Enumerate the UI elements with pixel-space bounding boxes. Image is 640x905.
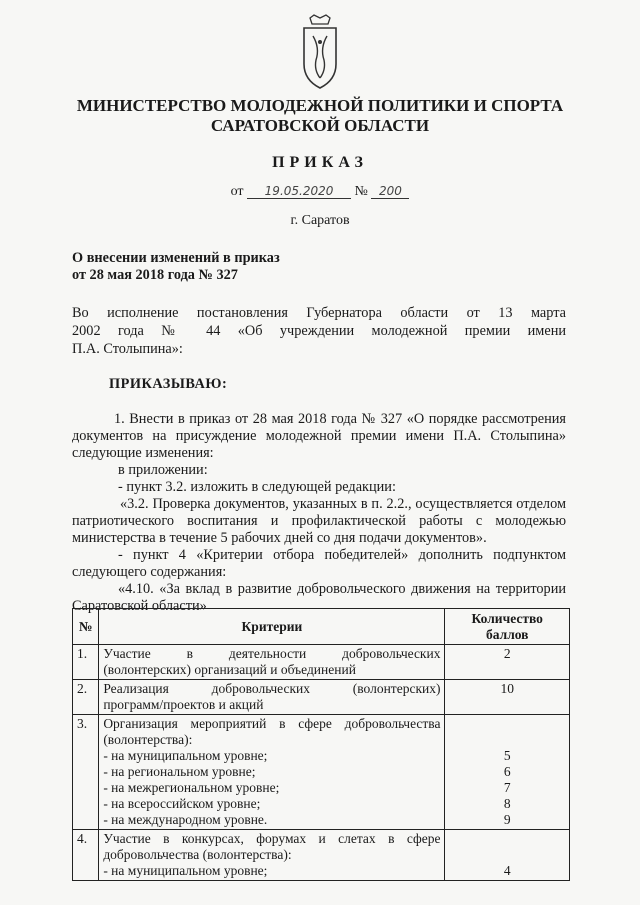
header-score-line-1: Количество [471, 610, 543, 626]
criteria-line: программ/проектов и акций [103, 697, 264, 712]
score-value: 4 [503, 863, 511, 878]
criteria-line: - на региональном уровне; [103, 764, 256, 779]
intro-line-2: 2002 года № 44 «Об учреждении молодежной премии имени [72, 323, 566, 339]
criteria-line: Участие в конкурсах, форумах и слетах в сфере [103, 831, 441, 846]
ministry-name-line-2: САРАТОВСКОЙ ОБЛАСТИ [210, 116, 430, 135]
row-criteria [99, 680, 445, 715]
number-prefix: № [354, 184, 368, 199]
body-line: патриотического воспитания и профилактической работы с молодежью [72, 513, 566, 529]
score-blank [449, 847, 565, 863]
score-value: 7 [503, 780, 511, 795]
body-line: следующие изменения: [72, 445, 214, 461]
body-line: в приложении: [118, 462, 208, 478]
header-score-line-2: баллов [486, 626, 529, 642]
intro-line-3: П.А. Столыпина»: [72, 341, 183, 357]
body-line: - пункт 3.2. изложить в следующей редакции: [118, 479, 396, 495]
score-blank [449, 716, 565, 732]
score-value: 8 [503, 796, 511, 811]
row-criteria [99, 830, 445, 881]
row-criteria [99, 715, 445, 830]
coat-of-arms-emblem [300, 14, 340, 90]
order-date-line [0, 184, 640, 200]
score-value: 10 [500, 681, 514, 696]
header-number: № [73, 609, 99, 645]
row-number: 2. [73, 680, 99, 715]
table-row [73, 830, 570, 881]
criteria-line: - на межрегиональном уровне; [103, 780, 280, 795]
order-title: ПРИКАЗ [272, 154, 368, 171]
subject-line-2: от 28 мая 2018 года № 327 [72, 267, 238, 283]
body-line: следующего содержания: [72, 564, 227, 580]
handwritten-date: 19.05.2020 [247, 184, 351, 199]
row-number: 1. [73, 645, 99, 680]
criteria-line: Организация мероприятий в сфере добровольчества [103, 716, 441, 731]
criteria-line: - на всероссийском уровне; [103, 796, 261, 811]
table-row [73, 645, 570, 680]
table-row [73, 715, 570, 830]
body-line: документов на присуждение молодежной премии имени П.А. Столыпина» [72, 428, 566, 444]
criteria-line: Участие в деятельности добровольческих [103, 646, 441, 661]
intro-line-1: Во исполнение постановления Губернатора области от 13 марта [72, 305, 566, 321]
header-score [445, 609, 570, 645]
criteria-table [72, 608, 570, 881]
row-score [445, 715, 570, 830]
table-row [73, 680, 570, 715]
score-blank [449, 732, 565, 748]
body-line: Саратовской области» [72, 598, 207, 614]
score-value: 9 [503, 812, 511, 827]
body-line: - пункт 4 «Критерии отбора победителей» дополнить подпунктом [118, 547, 566, 563]
criteria-line: (волонтерства): [103, 732, 193, 747]
subject-line-1: О внесении изменений в приказ [72, 250, 280, 266]
criteria-line: - на международном уровне. [103, 812, 268, 827]
date-prefix: от [230, 184, 244, 199]
ministry-name-line-1: МИНИСТЕРСТВО МОЛОДЕЖНОЙ ПОЛИТИКИ И СПОРТА [76, 96, 564, 115]
city-label: г. Саратов [290, 213, 350, 228]
row-criteria [99, 645, 445, 680]
row-number: 4. [73, 830, 99, 881]
score-value: 5 [503, 748, 511, 763]
criteria-line: добровольчества (волонтерства): [103, 847, 292, 862]
orders-heading: ПРИКАЗЫВАЮ: [109, 376, 228, 392]
header-criteria: Критерии [99, 609, 445, 645]
table-header-row [73, 609, 570, 645]
body-line: министерства в течение 5 рабочих дней со дня подачи документов». [72, 530, 487, 546]
score-value: 6 [503, 764, 511, 779]
body-line: «4.10. «За вклад в развитие добровольческого движения на территории [118, 581, 566, 597]
body-line: 1. Внести в приказ от 28 мая 2018 года № 327 «О порядке рассмотрения [114, 411, 566, 427]
criteria-line: - на муниципальном уровне; [103, 863, 268, 878]
body-line: «3.2. Проверка документов, указанных в п. 2.2., осуществляется отделом [120, 496, 566, 512]
score-value: 2 [503, 646, 511, 661]
row-number: 3. [73, 715, 99, 830]
handwritten-number: 200 [371, 184, 409, 199]
row-score [445, 645, 570, 680]
row-score [445, 680, 570, 715]
score-blank [449, 831, 565, 847]
row-score [445, 830, 570, 881]
criteria-line: - на муниципальном уровне; [103, 748, 268, 763]
criteria-line: (волонтерских) организаций и объединений [103, 662, 356, 677]
criteria-line: Реализация добровольческих (волонтерских) [103, 681, 441, 696]
